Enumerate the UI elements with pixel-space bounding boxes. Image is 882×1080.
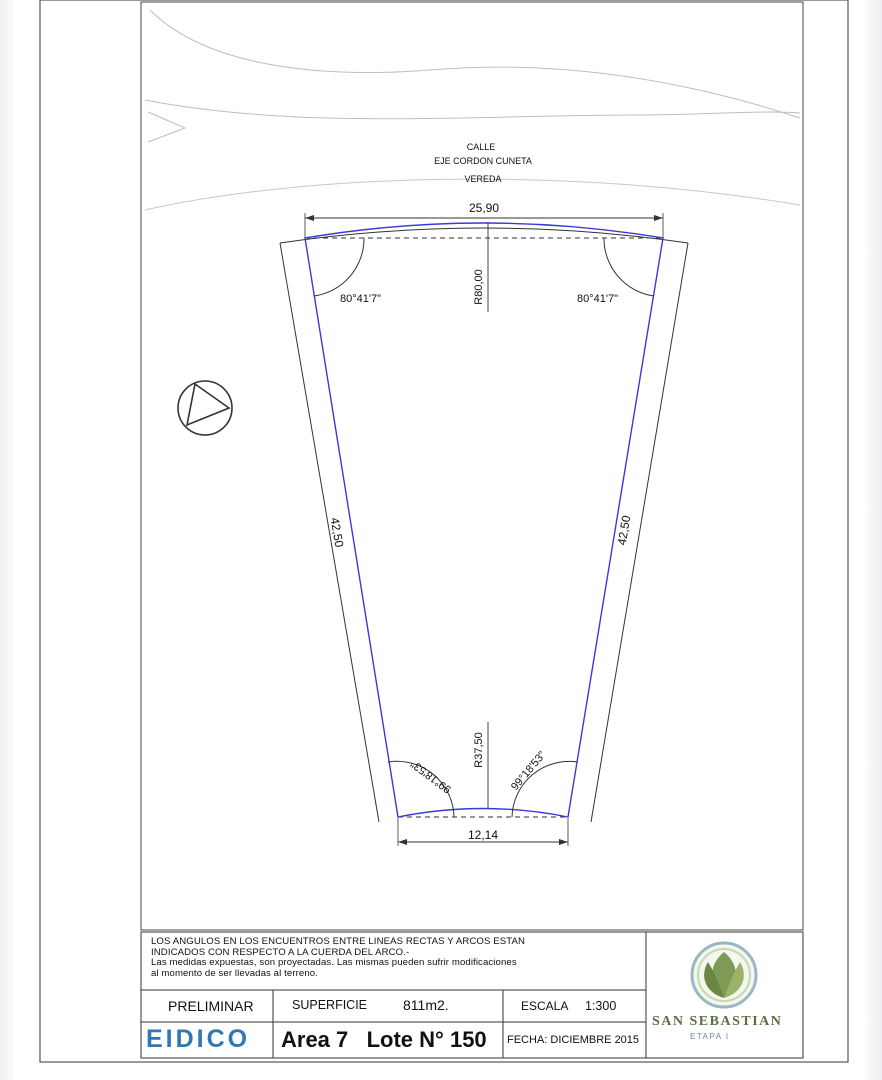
street-wedge [148,112,185,142]
north-arrow-icon [178,381,232,435]
bottom-width-label: 12,14 [467,828,499,842]
fecha-label: FECHA: DICIEMBRE 2015 [507,1034,640,1046]
outer-band-top [280,228,688,243]
left-side-label: 42,50 [327,516,347,549]
angle-top-right-label: 80°41'7" [577,293,618,305]
outer-band-left [280,243,379,822]
escala-label: ESCALA [521,999,569,1013]
label-vereda: VEREDA [464,174,502,184]
angle-arc-top-right [604,238,654,296]
title-block-notes [151,937,525,979]
superficie-value: 811m2. [403,997,449,1013]
top-radius-label: R80,00 [473,269,485,305]
escala-value: 1:300 [585,999,617,1013]
bottom-radius-label: R37,50 [473,732,485,768]
note-line: INDICADOS CON RESPECTO A LA CUERDA DEL ARCO.- [151,946,410,958]
brand-etapa: ETAPA I [690,1032,730,1041]
status-preliminar: PRELIMINAR [168,998,254,1014]
top-width-label: 25,90 [468,201,500,215]
lot-title: Area 7 Lote N° 150 [281,1027,487,1052]
note-line: LOS ANGULOS EN LOS ENCUENTROS ENTRE LINEAS RECTAS Y ARCOS ESTAN [151,936,525,947]
angle-bottom-right-label: 99°18'53" [508,749,549,793]
right-side-label: 42,50 [614,514,634,547]
angle-top-left-label: 80°41'7" [340,293,381,305]
san-sebastian-logo [692,943,756,1007]
angle-arc-top-left [314,238,364,296]
eidico-logo: EIDICO [146,1025,251,1053]
superficie-label: SUPERFICIE [292,998,368,1012]
label-eje: EJE CORDON CUNETA [434,156,532,166]
outer-band-right [591,243,688,822]
lot-outline [305,223,663,817]
street-curve-middle [145,100,800,119]
street-curve-top [150,10,800,118]
note-line: Las medidas expuestas, son proyectadas. Las mismas pueden sufrir modificaciones [151,957,517,969]
angle-bottom-left-label: 99°18'53" [408,757,454,796]
note-line: al momento de ser llevadas al terreno. [151,967,318,979]
brand-name: SAN SEBASTIAN [652,1014,783,1029]
label-calle: CALLE [466,142,496,152]
